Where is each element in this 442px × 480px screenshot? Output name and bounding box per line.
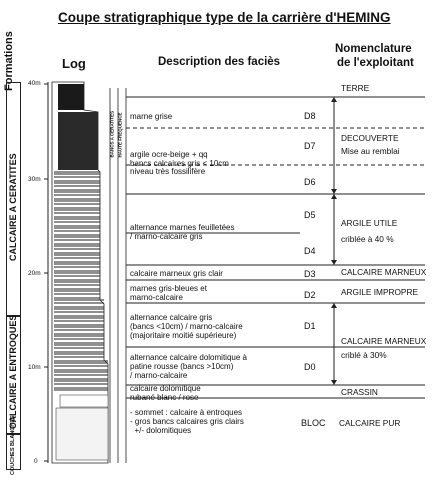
nomenclature-criblee-30: criblé à 30% (341, 350, 387, 360)
nomenclature-criblee-40: criblée à 40 % (341, 234, 394, 244)
facies-code-d4: D4 (304, 246, 316, 256)
facies-description-d3: calcaire marneux gris clair (130, 269, 223, 278)
facies-code-bloc: BLOC (301, 418, 326, 428)
nomenclature-crassin: CRASSIN (341, 387, 378, 397)
facies-code-d3: D3 (304, 269, 316, 279)
page-title: Coupe stratigraphique type de la carrière d'HEMING (58, 10, 391, 25)
scale-label-10m: 10m (28, 364, 41, 371)
facies-description-d5: alternance marnes feuilletées / marno-calcaire gris (130, 223, 235, 241)
formation-label-ceratites: CALCAIRE A CERATITES (8, 153, 18, 261)
nomenclature-calcaire-marneux-lower: CALCAIRE MARNEUX (341, 336, 427, 346)
facies-code-d6: D6 (304, 177, 316, 187)
facies-description-d8: marne grise (130, 112, 173, 121)
formation-label-couches-blanches: COUCHES BLANCHES (10, 415, 16, 475)
log-header: Log (62, 56, 86, 71)
facies-code-d8: D8 (304, 111, 316, 121)
facies-code-d0: D0 (304, 362, 316, 372)
facies-description-d6: niveau très fossilifère (130, 167, 206, 176)
facies-description-bloc: - sommet : calcaire à entroques - gros bancs calcaires gris clairs +/- dolomitiques (130, 408, 244, 435)
nomenclature-mise-au-remblai: Mise au remblai (341, 146, 400, 156)
facies-code-d2: D2 (304, 290, 316, 300)
nomenclature-calcaire-pur: CALCAIRE PUR (339, 418, 401, 428)
nomenclature-argile-impropre: ARGILE IMPROPRE (341, 287, 418, 297)
scale-label-0: 0 (34, 458, 38, 465)
nomenclature-header-line1: Nomenclature (335, 43, 412, 55)
log-note-haute-frequence: HAUTE FREQUENCE (117, 112, 123, 158)
nomenclature-header-line2: de l'exploitant (337, 57, 414, 69)
facies-description-d7: argile ocre-beige + qq bancs calcaires gris < 10cm (130, 150, 229, 168)
facies-description-dolomitique: calcaire dolomitique rubané blanc / rose (130, 384, 201, 402)
facies-description-d2: marnes gris-bleues et marno-calcaire (130, 284, 207, 302)
formation-label-entroques: CALCAIRE A ENTROQUES (8, 314, 18, 429)
description-header: Description des faciès (158, 56, 281, 68)
nomenclature-terre: TERRE (341, 83, 370, 93)
facies-description-d1: alternance calcaire gris (bancs <10cm) / marno-calcaire (majoritaire moitié supérieure) (130, 313, 243, 340)
scale-label-40m: 40m (28, 80, 41, 87)
facies-code-d5: D5 (304, 210, 316, 220)
nomenclature-calcaire-marneux-upper: CALCAIRE MARNEUX (341, 267, 427, 277)
nomenclature-argile-utile: ARGILE UTILE (341, 218, 398, 228)
scale-label-30m: 30m (28, 176, 41, 183)
facies-code-d1: D1 (304, 321, 316, 331)
scale-label-20m: 20m (28, 270, 41, 277)
facies-description-d0: alternance calcaire dolomitique à patine rousse (bancs >10cm) / marno-calcaire (130, 353, 247, 380)
formations-header: Formations (3, 31, 15, 91)
nomenclature-decouverte: DECOUVERTE (341, 133, 399, 143)
log-note-bancs-ceratites: BANCS A CERATITES (109, 110, 115, 158)
facies-code-d7: D7 (304, 141, 316, 151)
